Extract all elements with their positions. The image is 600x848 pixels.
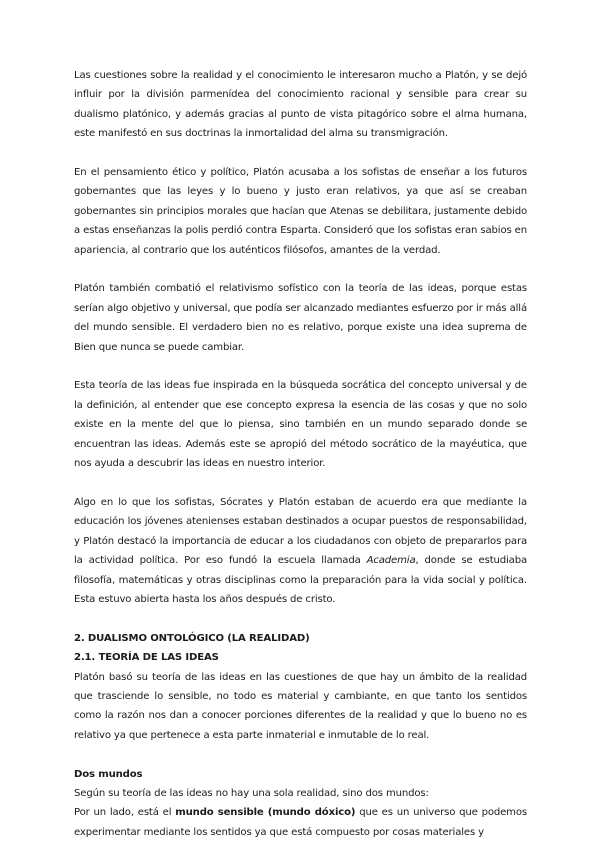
paragraph-sensible-world-text-2: que es un universo que podemos experimentar mediante los sentidos ya que está compuesto por cosas materiales y [74, 807, 527, 838]
mundo-sensible-term: mundo sensible (mundo dóxico) [175, 807, 356, 819]
dos-mundos-heading: Dos mundos [74, 768, 143, 780]
paragraph-two-worlds-intro: Según su teoría de las ideas no hay una sola realidad, sino dos mundos: [74, 787, 429, 799]
section-heading: 2. DUALISMO ONTOLÓGICO (LA REALIDAD) [74, 632, 310, 644]
paragraph-ideas-origin: Esta teoría de las ideas fue inspirada en la búsqueda socrática del concepto universal y de la definición, al entender que ese concepto expresa la esencia de las cosas y que no solo existe en la mente del que lo piensa, sino también en un mundo separado donde se encuentran las ideas. Además este se apropió del método socrático de la mayéutica, que nos ayuda a descubrir las ideas en nuestro interior. [74, 380, 527, 470]
paragraph-education-text-1: Algo en lo que los sofistas, Sócrates y Platón estaban de acuerdo era que mediante la educación los jóvenes atenienses estaban destinados a ocupar puestos de responsabilidad, y Platón destacó la importancia de educar a los ciudadanos con objeto de prepararlos para la actividad política. Por eso fundó la escuela llamada [74, 496, 527, 567]
subsection-heading: 2.1. TEORÍA DE LAS IDEAS [74, 652, 219, 664]
paragraph-relativism: Platón también combatió el relativismo sofístico con la teoría de las ideas, porque estas serían algo objetivo y universal, que podía ser alcanzado mediantes esfuerzo por ir más allá del mundo sensible. El verdadero bien no es relativo, porque existe una idea suprema de Bien que nunca se puede cambiar. [74, 283, 527, 353]
academia-term: Academia [366, 555, 416, 567]
document-page [74, 66, 527, 842]
paragraph-education [74, 493, 527, 609]
paragraph-education-text-2: , donde se estudiaba filosofía, matemáticas y otras disciplinas como la preparación para la vida social y política. Esta estuvo abierta hasta los años después de cristo. [74, 555, 527, 605]
paragraph-sensible-world-text-1: Por un lado, está el [74, 807, 176, 819]
paragraph-reality-knowledge: Las cuestiones sobre la realidad y el conocimiento le interesaron mucho a Platón, y se dejó influir por la división parmenídea del conocimiento racional y sensible para crear su dualismo platónico, y además gracias al punto de vista pitagórico sobre el alma humana, este manifestó en sus doctrinas la inmortalidad del alma su transmigración. [74, 70, 527, 140]
paragraph-ethics-politics: En el pensamiento ético y político, Platón acusaba a los sofistas de enseñar a los futuros gobernantes que las leyes y lo bueno y justo eran relativos, ya que así se creaban gobernantes sin principios morales que hacían que Atenas se debilitara, justamente debido a estas enseñanzas la polis perdió contra Esparta. Consideró que los sofistas eran sabios en apariencia, al contrario que los auténticos filósofos, amantes de la verdad. [74, 167, 527, 256]
paragraph-sensible-world [74, 803, 527, 842]
paragraph-theory-ideas: Platón basó su teoría de las ideas en las cuestiones de que hay un ámbito de la realidad que trasciende lo sensible, no todo es material y cambiante, en que tanto los sentidos como la razón nos dan a conocer porciones diferentes de la realidad y que lo bueno no es relativo ya que pertenece a esta parte inmaterial e inmutable de lo real. [74, 671, 527, 741]
